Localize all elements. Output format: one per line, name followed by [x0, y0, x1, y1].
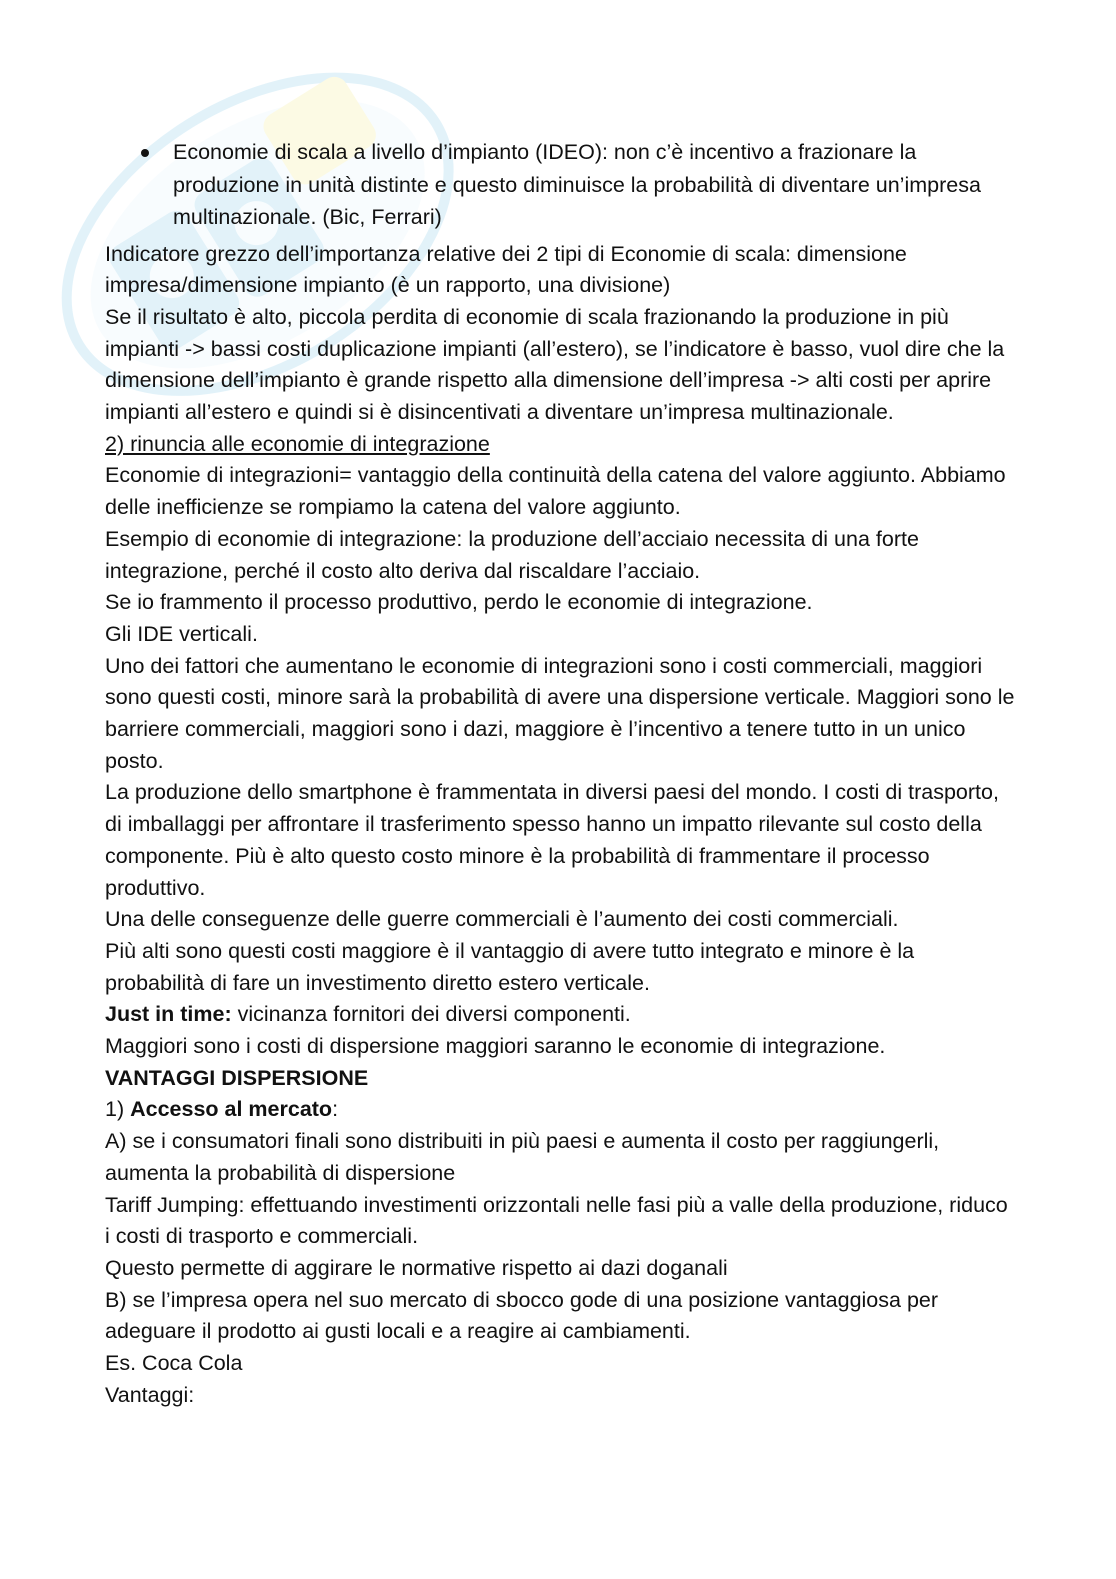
heading-vantaggi-dispersione: VANTAGGI DISPERSIONE	[105, 1065, 369, 1090]
paragraph-economie-integrazioni: Economie di integrazioni= vantaggio della continuità della catena del valore aggiunto. Abbiamo delle inefficienze se rompiamo la catena del valore aggiunto.	[105, 463, 1006, 520]
paragraph-esempio-acciaio: Esempio di economie di integrazione: la produzione dell’acciaio necessita di una forte integrazione, perché il costo alto deriva dal riscaldare l’acciaio.	[105, 526, 919, 583]
bullet-text: Economie di scala a livello d’impianto (IDEO): non c’è incentivo a frazionare la produzione in unità distinte e questo diminuisce la probabilità di diventare un’impresa multinazionale. (Bic, Ferrari)	[173, 140, 981, 229]
document-page	[105, 136, 1015, 1412]
paragraph-costi-commerciali: Uno dei fattori che aumentano le economie di integrazioni sono i costi commerciali, maggiori sono questi costi, minore sarà la probabilità di avere una dispersione verticale. Maggiori sono le barriere commerciali, maggiori sono i dazi, maggiore è l’incentivo a tenere tutto in un unico posto.	[105, 653, 1015, 773]
paragraph-tariff-jumping: Tariff Jumping: effettuando investimenti orizzontali nelle fasi più a valle della produzione, riduco i costi di trasporto e commerciali.	[105, 1192, 1008, 1249]
paragraph-consumatori-finali: A) se i consumatori finali sono distribuiti in più paesi e aumenta il costo per raggiungerli, aumenta la probabilità di dispersione	[105, 1129, 940, 1185]
just-in-time-text: vicinanza fornitori dei diversi componenti.	[231, 1002, 631, 1027]
accesso-suffix: :	[332, 1097, 339, 1122]
paragraph-smartphone: La produzione dello smartphone è frammentata in diversi paesi del mondo. I costi di trasporto, di imballaggi per affrontare il trasferimento spesso hanno un impatto rilevante sul costo della componente. Più è alto questo costo minore è la probabilità di frammentare il processo produttivo.	[105, 780, 999, 900]
paragraph-vantaggi: Vantaggi:	[105, 1382, 195, 1407]
paragraph-indicatore: Indicatore grezzo dell’importanza relative dei 2 tipi di Economie di scala: dimensione impresa/dimensione impianto (è un rapporto, una divisione)	[105, 241, 907, 298]
bullet-dot-icon	[141, 149, 149, 157]
paragraph-ide-verticali: Gli IDE verticali.	[105, 621, 258, 646]
paragraph-risultato: Se il risultato è alto, piccola perdita di economie di scala frazionando la produzione in più impianti -> bassi costi duplicazione impianti (all’estero), se l’indicatore è basso, vuol dire che la dimensione dell’impianto è grande rispetto alla dimensione dell’impresa -> alti costi per aprire impianti all’estero e quindi si è disincentivati a diventare un’impresa multinazionale.	[105, 304, 1005, 425]
paragraph-dazi-doganali: Questo permette di aggirare le normative rispetto ai dazi doganali	[105, 1256, 728, 1280]
accesso-label: Accesso al mercato	[130, 1097, 333, 1122]
paragraph-accesso-mercato	[105, 1094, 1015, 1126]
just-in-time-label: Just in time:	[105, 1002, 232, 1027]
heading-rinuncia-integrazione: 2) rinuncia alle economie di integrazione	[105, 431, 490, 456]
paragraph-costi-integrato: Più alti sono questi costi maggiore è il vantaggio di avere tutto integrato e minore è la probabilità di fare un investimento diretto estero verticale.	[105, 938, 915, 995]
paragraph-costi-dispersione: Maggiori sono i costi di dispersione maggiori saranno le economie di integrazione.	[105, 1034, 886, 1059]
paragraph-mercato-sbocco: B) se l’impresa opera nel suo mercato di sbocco gode di una posizione vantaggiosa per adeguare il prodotto ai gusti locali e a reagire ai cambiamenti.	[105, 1287, 939, 1344]
paragraph-just-in-time	[105, 999, 1015, 1031]
paragraph-coca-cola: Es. Coca Cola	[105, 1351, 243, 1376]
bullet-item-economie-impianto	[105, 136, 1015, 234]
bullet-list	[105, 136, 1015, 234]
paragraph-frammento: Se io frammento il processo produttivo, perdo le economie di integrazione.	[105, 590, 813, 615]
paragraph-guerre-commerciali: Una delle conseguenze delle guerre commerciali è l’aumento dei costi commerciali.	[105, 907, 899, 932]
accesso-prefix: 1)	[105, 1097, 131, 1122]
